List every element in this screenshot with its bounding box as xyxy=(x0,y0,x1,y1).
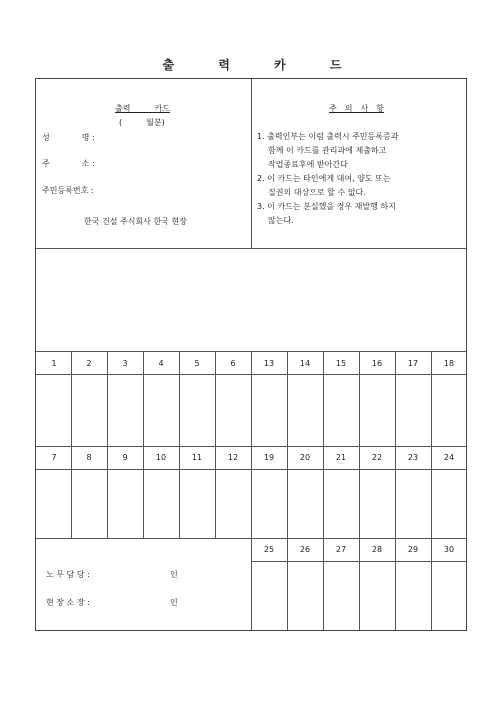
company-name: 한국 건설 주식회사 한국 현장 xyxy=(84,217,187,226)
day-number: 13 xyxy=(263,359,275,368)
day-number: 26 xyxy=(299,545,311,554)
grid-col-line xyxy=(107,351,108,538)
notice-line: 3. 이 카드는 분실했을 경우 재발행 하지 xyxy=(257,202,396,211)
notice-line: 않는다. xyxy=(268,216,294,225)
notice-line: 2. 이 카드는 타인에게 대여, 양도 또는 xyxy=(257,174,391,183)
card-month: ( 월분) xyxy=(119,118,165,127)
day-number: 6 xyxy=(230,359,236,368)
grid-col-line xyxy=(287,351,288,630)
day-number: 20 xyxy=(299,453,311,462)
grid-col-line xyxy=(143,351,144,538)
day-number: 25 xyxy=(263,545,275,554)
day-number: 9 xyxy=(122,453,128,462)
day-number: 5 xyxy=(194,359,200,368)
site-manager-seal: 인 xyxy=(170,598,178,607)
notice-line: 질권의 대상으로 할 수 없다. xyxy=(268,188,366,197)
notice-line: 함께 이 카드를 관리과에 제출하고 xyxy=(268,146,387,155)
grid-col-line xyxy=(431,351,432,630)
grid-col-line xyxy=(179,351,180,538)
site-manager-label: 현 장 소 장 : xyxy=(46,598,90,607)
labor-manager-seal: 인 xyxy=(170,570,178,579)
day-number: 7 xyxy=(51,453,57,462)
day-number: 1 xyxy=(51,359,57,368)
name-label: 성 명 : xyxy=(42,133,95,142)
day-number: 4 xyxy=(158,359,164,368)
day-number: 14 xyxy=(299,359,311,368)
day-number: 23 xyxy=(407,453,419,462)
day-number: 2 xyxy=(86,359,92,368)
day-number: 3 xyxy=(122,359,128,368)
day-number: 11 xyxy=(191,453,203,462)
notice-line: 1. 출력인부는 이럼 출력시 주민등록증과 xyxy=(257,132,399,141)
resident-number-label: 주민등록번호 : xyxy=(42,186,94,195)
card-heading: 출력 카드 xyxy=(115,104,170,113)
divider-vertical-top xyxy=(251,79,252,248)
day-number: 17 xyxy=(407,359,419,368)
day-number: 22 xyxy=(371,453,383,462)
day-number: 29 xyxy=(407,545,419,554)
page-title: 출 력 카 드 xyxy=(162,58,362,72)
day-number: 8 xyxy=(86,453,92,462)
grid-col-line xyxy=(395,351,396,630)
day-number: 18 xyxy=(443,359,455,368)
grid-col-line xyxy=(71,351,72,538)
divider-top-section xyxy=(36,248,466,249)
notice-heading: 주 의 사 항 xyxy=(329,104,384,113)
day-number: 19 xyxy=(263,453,275,462)
grid-col-line xyxy=(323,351,324,630)
day-number: 15 xyxy=(335,359,347,368)
grid-col-line xyxy=(215,351,216,538)
day-number: 27 xyxy=(335,545,347,554)
labor-manager-label: 노 무 담 당 : xyxy=(46,570,90,579)
card-frame xyxy=(35,78,467,631)
grid-col-line xyxy=(251,351,252,630)
day-number: 30 xyxy=(443,545,455,554)
address-label: 주 소 : xyxy=(42,159,95,168)
day-number: 10 xyxy=(155,453,167,462)
notice-line: 작업종료후에 받아간다 xyxy=(268,160,348,169)
day-number: 24 xyxy=(443,453,455,462)
day-number: 12 xyxy=(227,453,239,462)
day-number: 16 xyxy=(371,359,383,368)
day-number: 21 xyxy=(335,453,347,462)
grid-col-line xyxy=(359,351,360,630)
day-number: 28 xyxy=(371,545,383,554)
